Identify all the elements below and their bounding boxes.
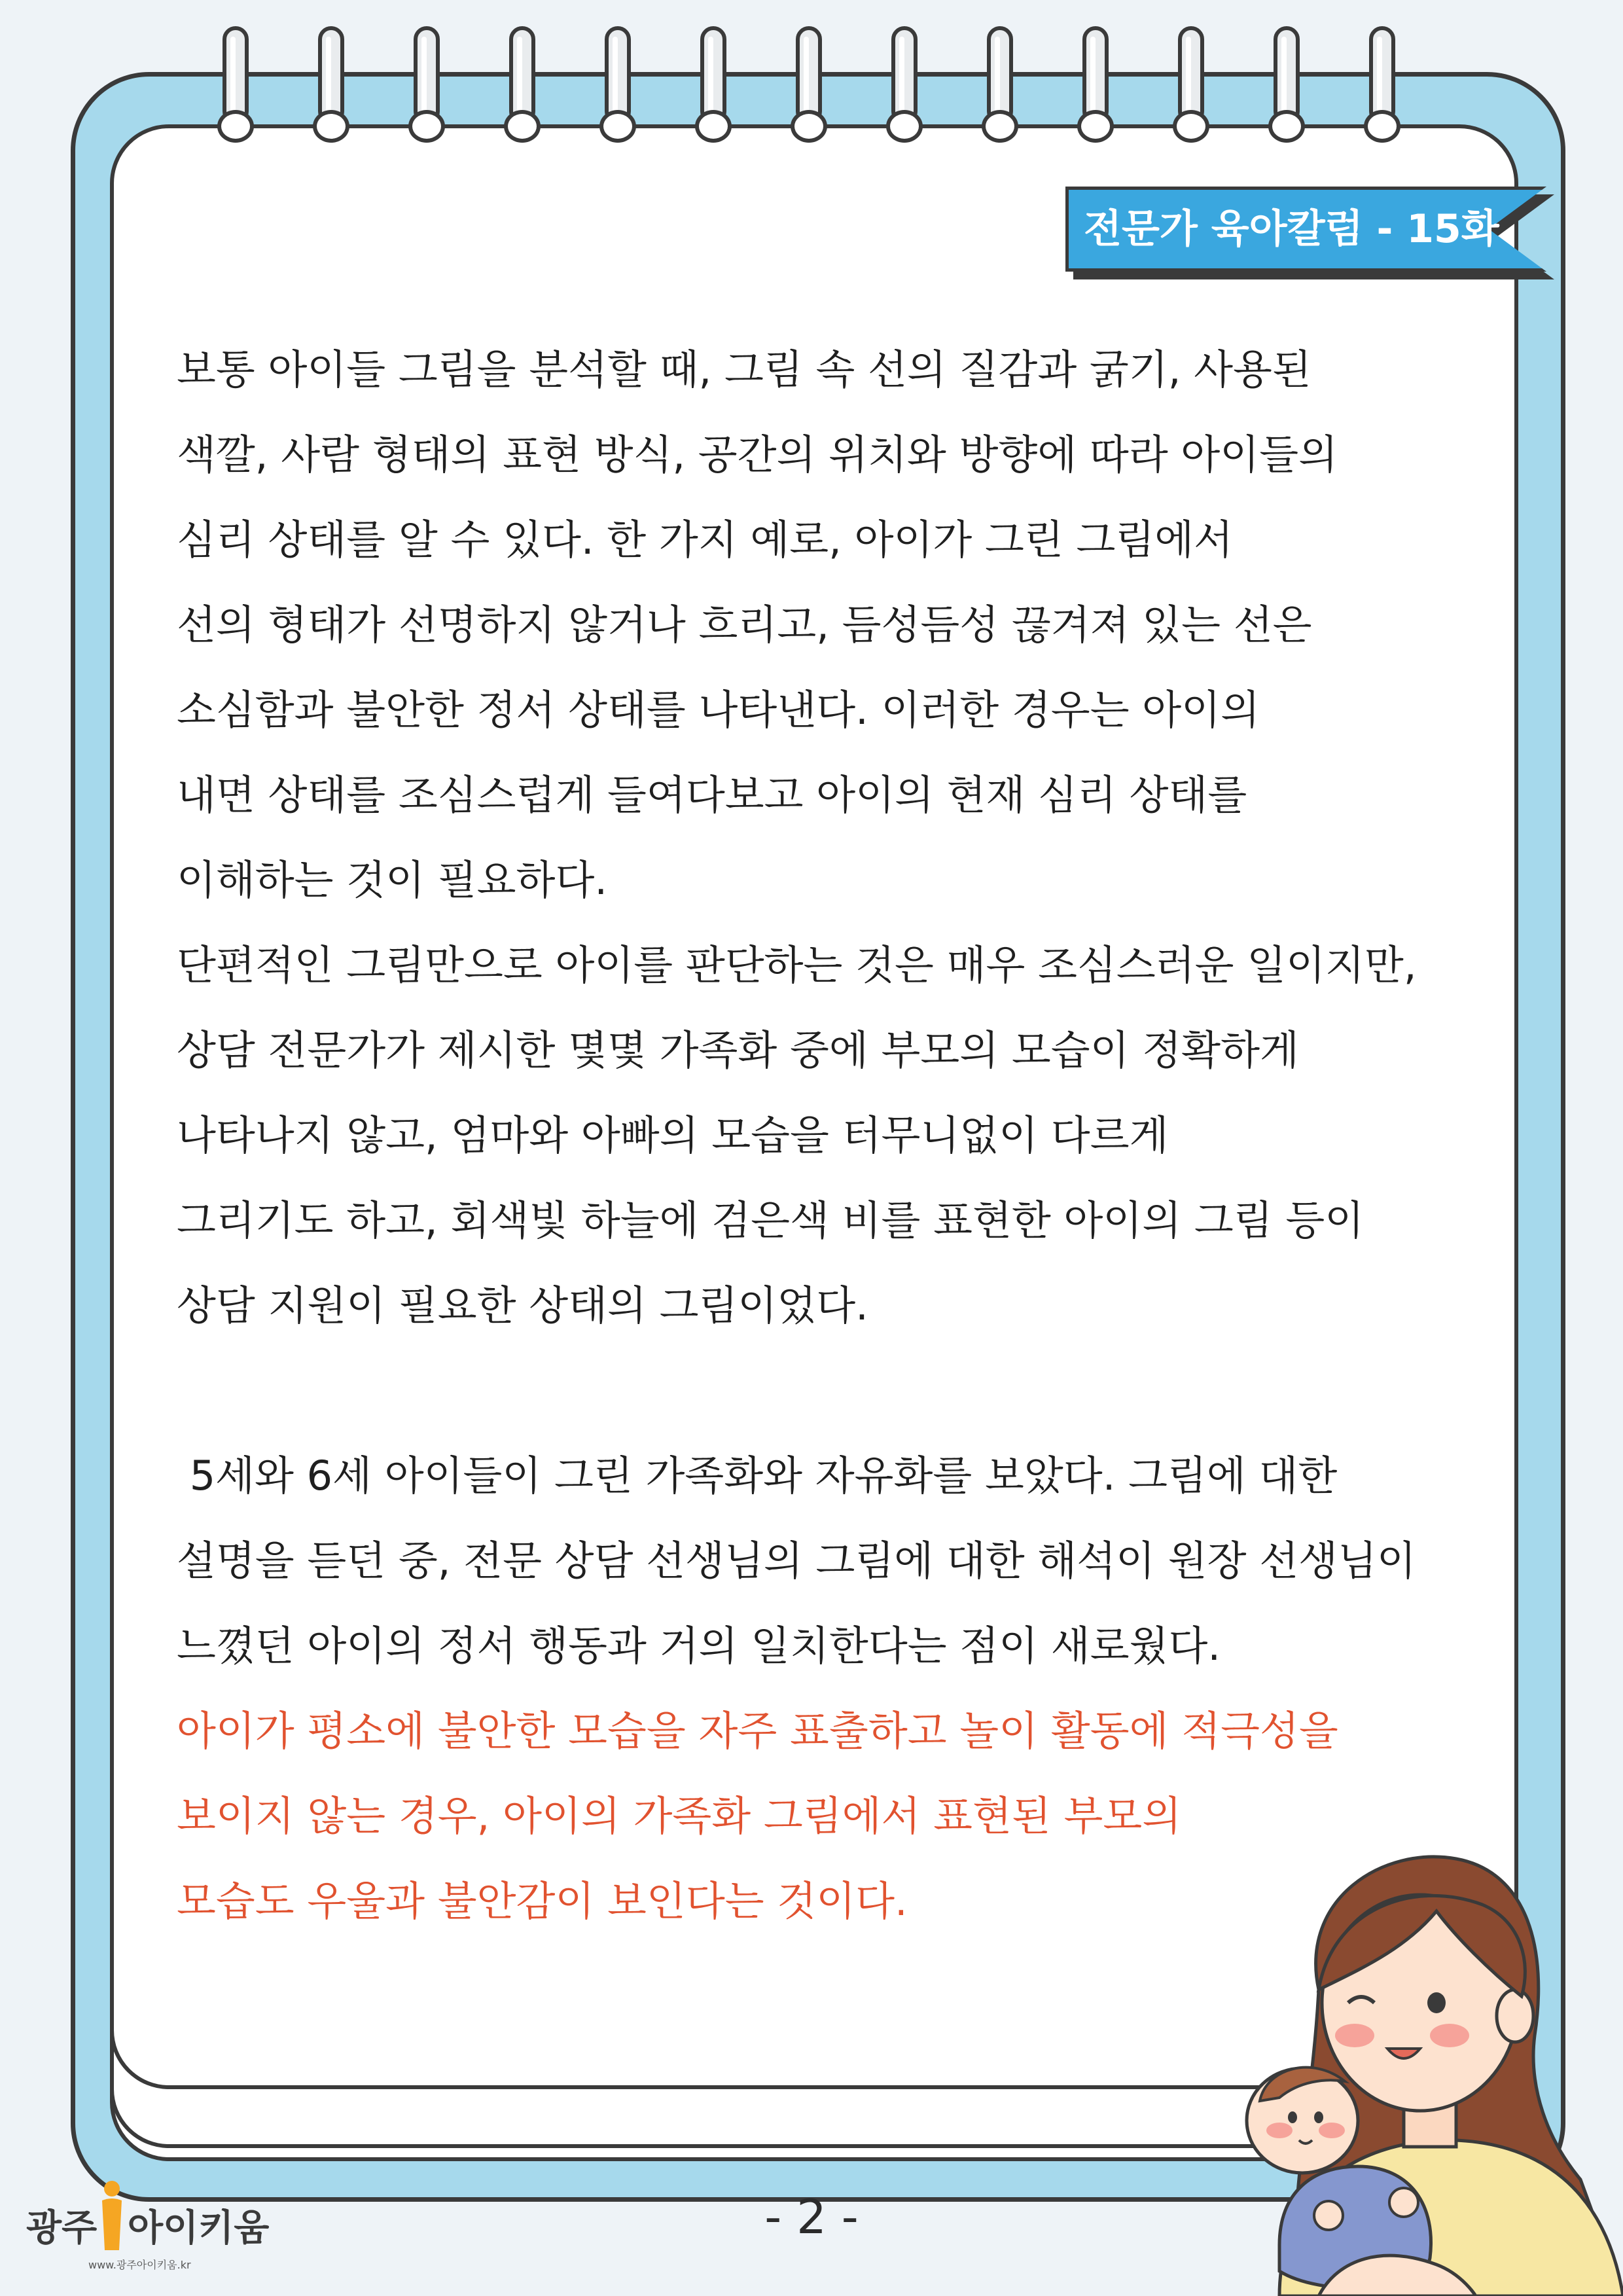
spiral-ring-icon (599, 26, 636, 151)
logo-text-left: 광주 (26, 2207, 98, 2250)
logo-text-right: 아이키움 (128, 2207, 270, 2250)
paragraph-line: 나타나지 않고, 엄마와 아빠의 모습을 터무니없이 다르게 (177, 1111, 1169, 1159)
paragraph-line: 이해하는 것이 필요하다. (177, 856, 608, 904)
column-badge-label: 전문가 육아칼럼 - 15화 (1084, 206, 1499, 252)
spiral-ring-icon (504, 26, 541, 151)
highlight-line: 보이지 않는 경우, 아이의 가족화 그림에서 표현된 부모의 (177, 1792, 1182, 1840)
spiral-ring-icon (982, 26, 1018, 151)
paragraph-line: 그리기도 하고, 회색빛 하늘에 검은색 비를 표현한 아이의 그림 등이 (177, 1196, 1364, 1244)
spiral-ring-icon (1173, 26, 1209, 151)
spiral-ring-icon (1364, 26, 1400, 151)
paragraph-line: 설명을 듣던 중, 전문 상담 선생님의 그림에 대한 해석이 원장 선생님이 (177, 1537, 1416, 1585)
paragraph-line: 보통 아이들 그림을 분석할 때, 그림 속 선의 질감과 굵기, 사용된 (177, 346, 1311, 393)
logo-url: www.광주아이키움.kr (88, 2259, 191, 2271)
paragraph-line: 5세와 6세 아이들이 그린 가족화와 자유화를 보았다. 그림에 대한 (177, 1452, 1338, 1499)
spiral-ring-icon (1077, 26, 1114, 151)
paragraph-gap (177, 1348, 1479, 1433)
page-number: - 2 - (764, 2189, 859, 2244)
spiral-ring-icon (695, 26, 732, 151)
paragraph-line: 색깔, 사람 형태의 표현 방식, 공간의 위치와 방향에 따라 아이들의 (177, 431, 1338, 478)
paragraph-line: 소심함과 불안한 정서 상태를 나타낸다. 이러한 경우는 아이의 (177, 686, 1260, 734)
paragraph-line: 느꼈던 아이의 정서 행동과 거의 일치한다는 점이 새로웠다. (177, 1622, 1221, 1670)
highlight-line: 모습도 우울과 불안감이 보인다는 것이다. (177, 1877, 908, 1925)
spiral-ring-icon (408, 26, 445, 151)
highlight-line: 아이가 평소에 불안한 모습을 자주 표출하고 놀이 활동에 적극성을 (177, 1707, 1338, 1755)
paragraph-line: 상담 지원이 필요한 상태의 그림이었다. (177, 1282, 868, 1329)
paragraph-line: 단편적인 그림만으로 아이를 판단하는 것은 매우 조심스러운 일이지만, (177, 941, 1417, 989)
paragraph-line: 내면 상태를 조심스럽게 들여다보고 아이의 현재 심리 상태를 (177, 771, 1247, 819)
paragraph-line: 선의 형태가 선명하지 않거나 흐리고, 듬성듬성 끊겨져 있는 선은 (177, 601, 1312, 649)
spiral-ring-icon (1268, 26, 1305, 151)
column-badge (1065, 187, 1546, 272)
spiral-ring-icon (886, 26, 923, 151)
child-figure-icon (97, 2179, 127, 2251)
spiral-ring-icon (313, 26, 349, 151)
paragraph-line: 심리 상태를 알 수 있다. 한 가지 예로, 아이가 그린 그림에서 (177, 516, 1234, 564)
spiral-ring-icon (217, 26, 254, 151)
article-body (177, 327, 1479, 1944)
mother-baby-illustration (1240, 1839, 1623, 2296)
paragraph-line: 상담 전문가가 제시한 몇몇 가족화 중에 부모의 모습이 정확하게 (177, 1026, 1299, 1074)
brand-logo (26, 2179, 270, 2278)
spiral-ring-icon (791, 26, 827, 151)
